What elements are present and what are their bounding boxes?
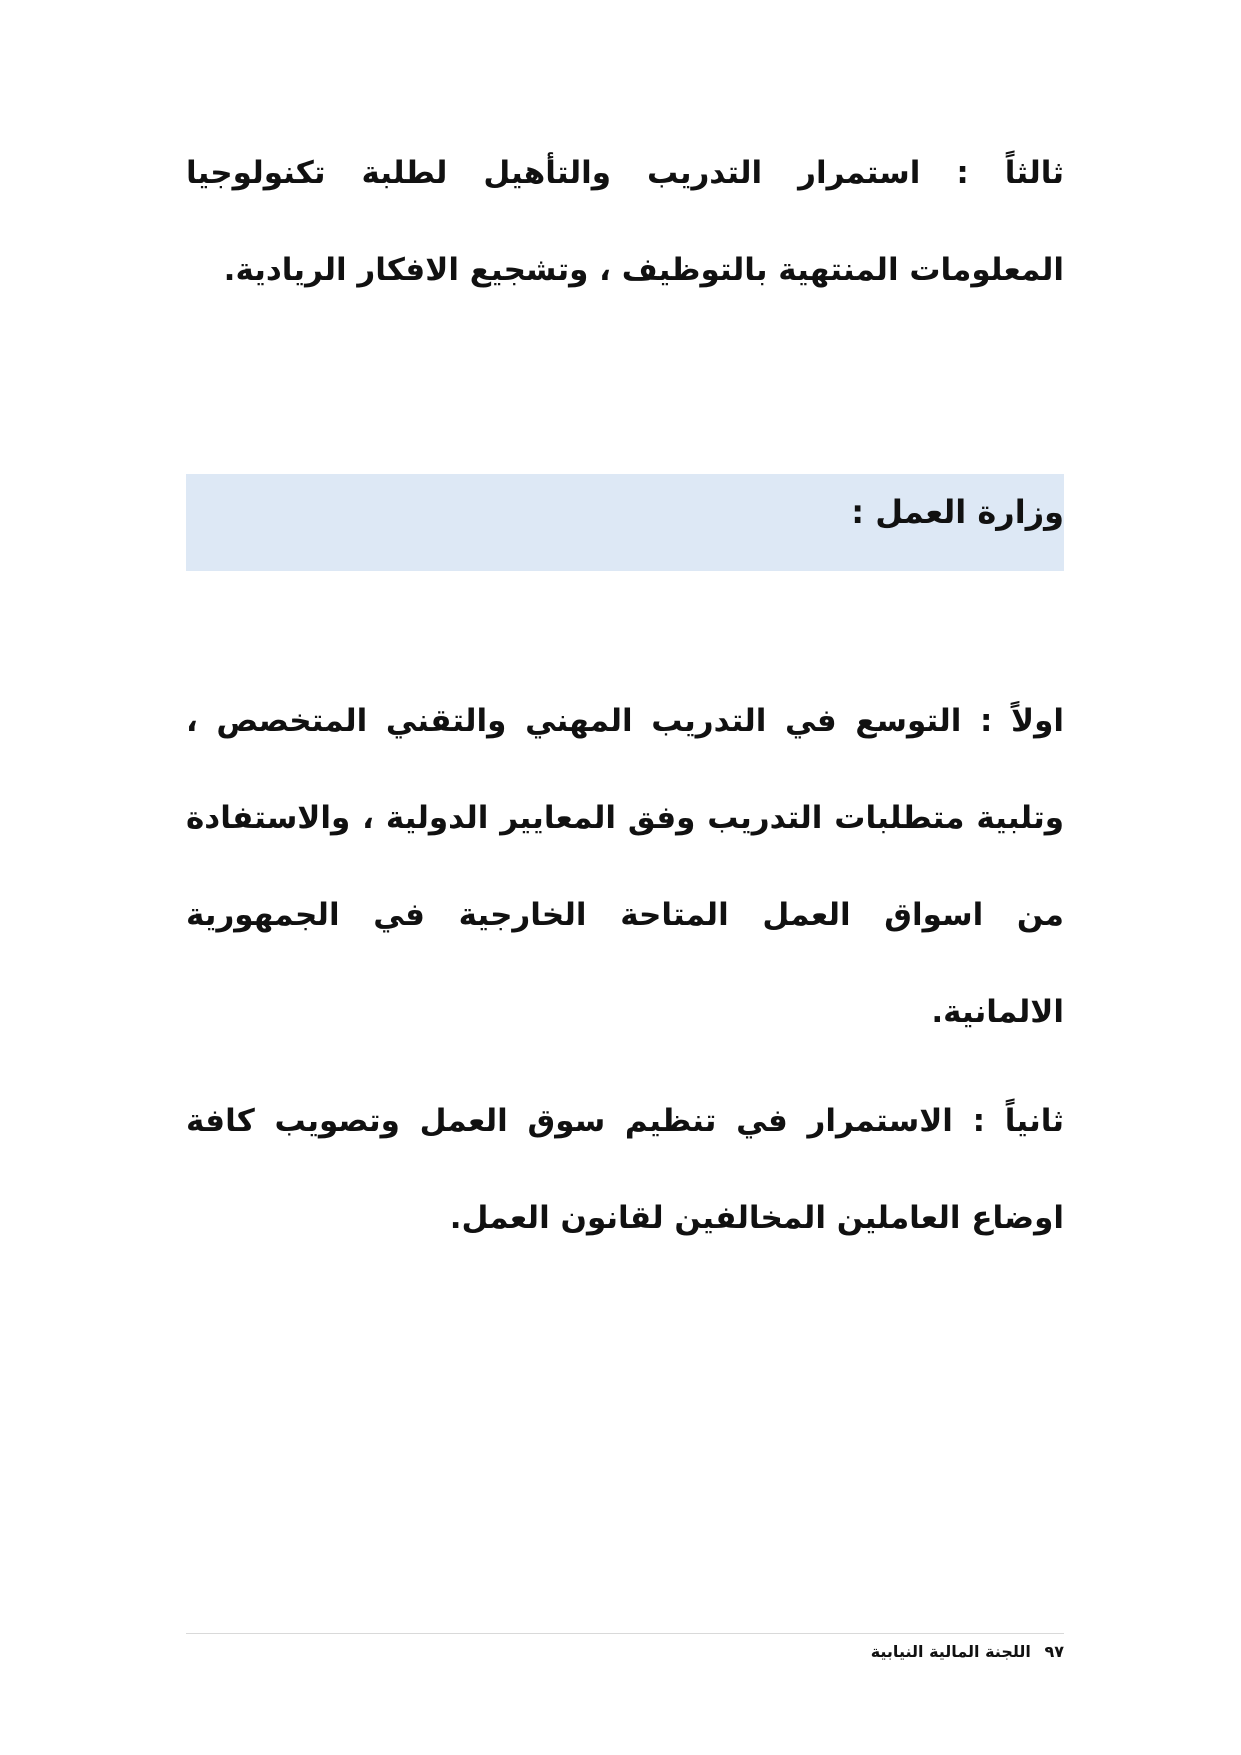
- footer-label: اللجنة المالية النيابية: [870, 1642, 1031, 1661]
- page-number: ٩٧: [1044, 1642, 1064, 1661]
- section-title: وزارة العمل :: [851, 493, 1064, 531]
- footer-divider: [186, 1633, 1064, 1634]
- paragraph-first-item: اولاً : التوسع في التدريب المهني والتقني المتخصص ، وتلبية متطلبات التدريب وفق المعايير الدولية ، والاستفادة من اسواق العمل المتاحة الخارجية في الجمهورية الالمانية.: [186, 703, 1064, 1030]
- page-footer: [186, 1640, 1064, 1664]
- paragraph-third-item: ثالثاً : استمرار التدريب والتأهيل لطلبة تكنولوجيا المعلومات المنتهية بالتوظيف ، وتشجيع الافكار الريادية.: [186, 155, 1064, 288]
- paragraph-second-item: ثانياً : الاستمرار في تنظيم سوق العمل وتصويب كافة اوضاع العاملين المخالفين لقانون العمل.: [186, 1103, 1064, 1236]
- section-header-ministry-of-labor: [186, 474, 1064, 571]
